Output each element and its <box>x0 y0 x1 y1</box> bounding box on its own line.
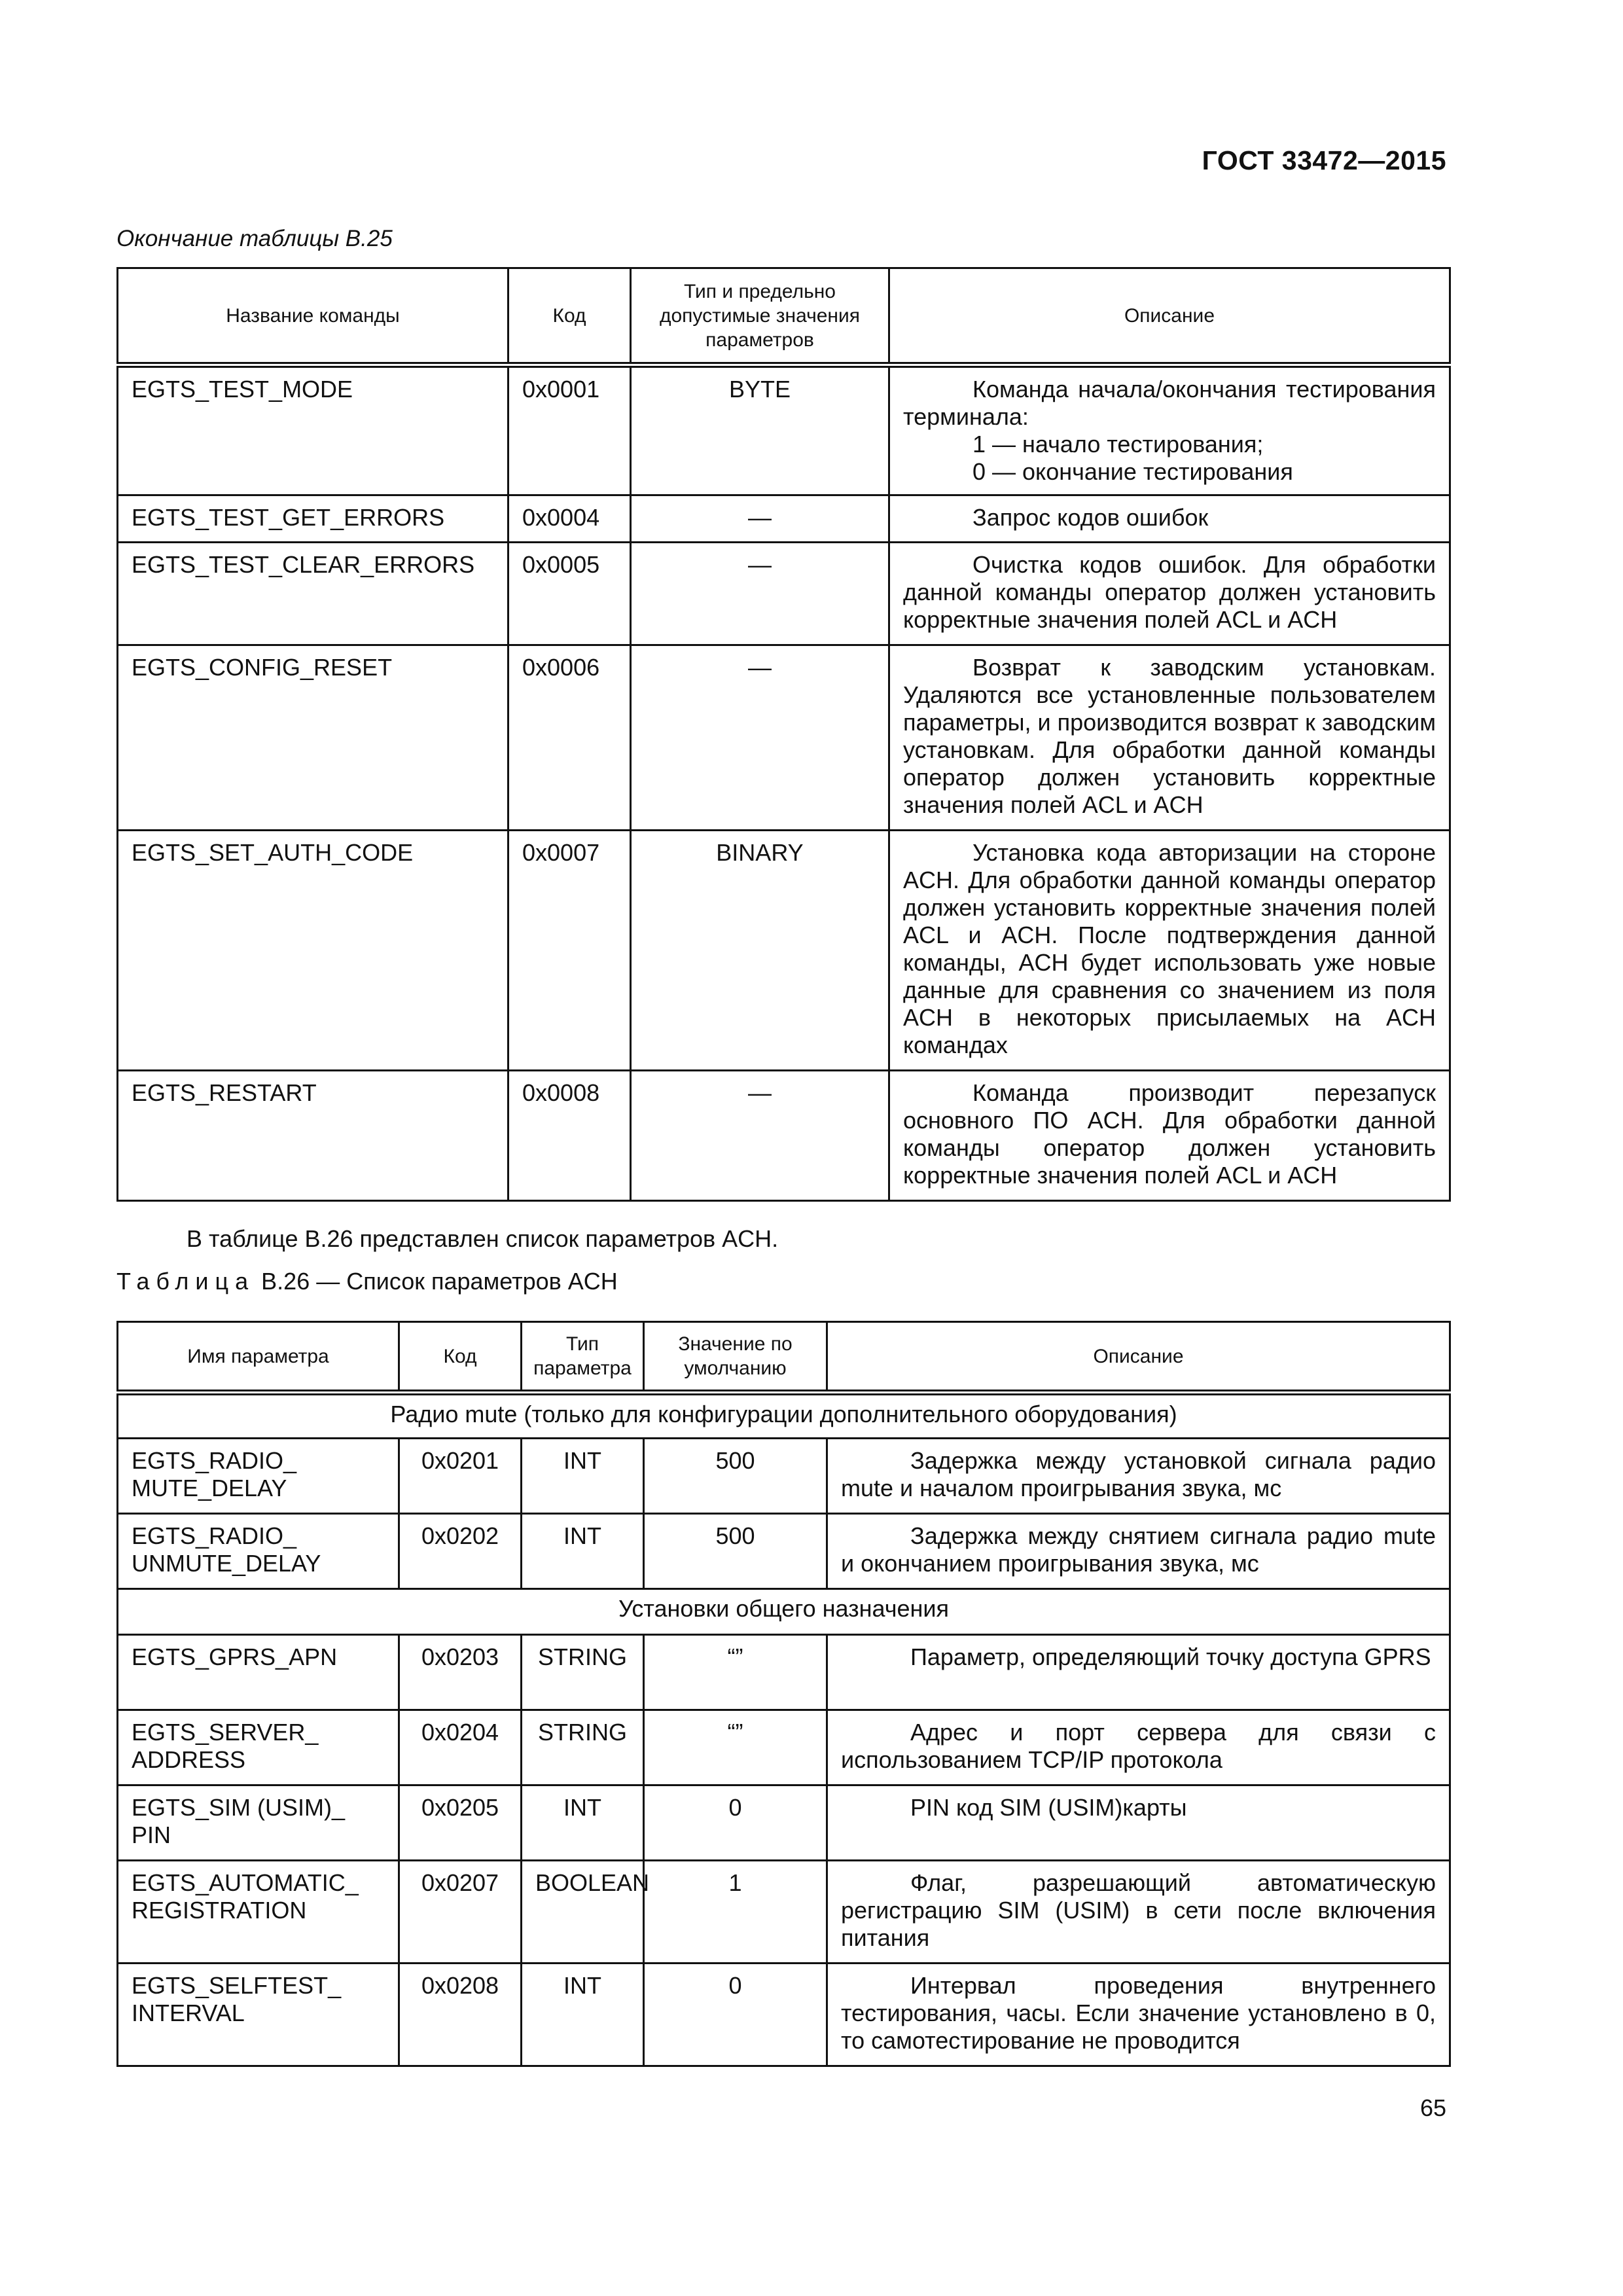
description-item: 0 — окончание тестирования <box>972 458 1293 485</box>
param-description: Интервал проведения внутреннего тестирования, часы. Если значение установлено в 0, то самотестирование не проводится <box>827 1964 1450 2066</box>
param-type: STRING <box>522 1635 644 1710</box>
param-default: “” <box>644 1635 827 1710</box>
param-code: 0x0205 <box>399 1785 522 1861</box>
command-name: EGTS_TEST_MODE <box>118 365 508 495</box>
param-description: Флаг, разрешающий автоматическую регистрацию SIM (USIM) в сети после включения питания <box>827 1861 1450 1964</box>
column-header: Тип и предельно допустимые значения параметров <box>631 268 889 365</box>
command-name: EGTS_SET_AUTH_CODE <box>118 831 508 1071</box>
table-row <box>118 1861 1450 1964</box>
param-default: 500 <box>644 1439 827 1514</box>
param-code: 0x0207 <box>399 1861 522 1964</box>
table-row <box>118 1635 1450 1710</box>
param-description: Задержка между установкой сигнала радио mute и началом проигрывания звука, мс <box>827 1439 1450 1514</box>
group-title: Радио mute (только для конфигурации дополнительного оборудования) <box>118 1393 1450 1439</box>
param-type: INT <box>522 1964 644 2066</box>
command-code: 0x0008 <box>508 1071 631 1201</box>
command-description <box>889 365 1450 495</box>
table-title <box>116 1268 618 1295</box>
command-name: EGTS_TEST_GET_ERRORS <box>118 495 508 543</box>
table-header-row <box>118 1322 1450 1393</box>
column-header: Описание <box>827 1322 1450 1393</box>
command-code: 0x0007 <box>508 831 631 1071</box>
command-type: — <box>631 645 889 831</box>
param-default: “” <box>644 1710 827 1785</box>
column-header: Код <box>508 268 631 365</box>
param-default: 500 <box>644 1514 827 1589</box>
param-name: EGTS_RADIO_ MUTE_DELAY <box>118 1439 399 1514</box>
param-default: 1 <box>644 1861 827 1964</box>
intro-paragraph: В таблице В.26 представлен список параметров ACH. <box>187 1225 779 1252</box>
command-code: 0x0004 <box>508 495 631 543</box>
command-description: Установка кода авторизации на стороне ACH. Для обработки данной команды оператор должен установить корректные значения полей ACL и ACH. После подтверждения данной команды, ACH будет использовать уже новые данные для сравнения со значением из поля ACH в некоторых присылаемых на ACH командах <box>889 831 1450 1071</box>
table-row <box>118 1964 1450 2066</box>
param-type: INT <box>522 1439 644 1514</box>
param-default: 0 <box>644 1785 827 1861</box>
column-header: Тип параметра <box>522 1322 644 1393</box>
command-name: EGTS_RESTART <box>118 1071 508 1201</box>
param-type: BOOLEAN <box>522 1861 644 1964</box>
column-header: Название команды <box>118 268 508 365</box>
param-name: EGTS_AUTOMATIC_ REGISTRATION <box>118 1861 399 1964</box>
command-name: EGTS_TEST_CLEAR_ERRORS <box>118 543 508 645</box>
table-row <box>118 1514 1450 1589</box>
command-description: Возврат к заводским установкам. Удаляются все установленные пользователем параметры, и производится возврат к заводским установкам. Для обработки данной команды оператор должен установить корректные значения полей ACL и ACH <box>889 645 1450 831</box>
column-header: Значение по умолчанию <box>644 1322 827 1393</box>
command-description: Команда производит перезапуск основного ПО ACH. Для обработки данной команды оператор должен установить корректные значения полей ACL и ACH <box>889 1071 1450 1201</box>
table-title-label: Таблица <box>116 1268 255 1295</box>
table-row <box>118 831 1450 1071</box>
param-code: 0x0202 <box>399 1514 522 1589</box>
column-header: Описание <box>889 268 1450 365</box>
param-type: STRING <box>522 1710 644 1785</box>
table-row <box>118 1710 1450 1785</box>
param-name: EGTS_SELFTEST_ INTERVAL <box>118 1964 399 2066</box>
table-row <box>118 543 1450 645</box>
command-code: 0x0005 <box>508 543 631 645</box>
param-default: 0 <box>644 1964 827 2066</box>
column-header: Код <box>399 1322 522 1393</box>
command-code: 0x0006 <box>508 645 631 831</box>
commands-table <box>116 267 1451 1202</box>
group-title: Установки общего назначения <box>118 1589 1450 1635</box>
table-row <box>118 645 1450 831</box>
column-header: Имя параметра <box>118 1322 399 1393</box>
command-name: EGTS_CONFIG_RESET <box>118 645 508 831</box>
table-continuation-caption: Окончание таблицы В.25 <box>116 226 393 251</box>
table-row <box>118 495 1450 543</box>
param-code: 0x0201 <box>399 1439 522 1514</box>
table-row <box>118 1439 1450 1514</box>
param-type: INT <box>522 1785 644 1861</box>
standard-designation: ГОСТ 33472—2015 <box>1202 145 1446 175</box>
param-name: EGTS_RADIO_ UNMUTE_DELAY <box>118 1514 399 1589</box>
param-code: 0x0208 <box>399 1964 522 2066</box>
page-number: 65 <box>1419 2094 1446 2121</box>
command-type: — <box>631 495 889 543</box>
command-type: — <box>631 543 889 645</box>
param-description: Параметр, определяющий точку доступа GPRS <box>827 1635 1450 1710</box>
description-item: 1 — начало тестирования; <box>972 431 1264 457</box>
param-type: INT <box>522 1514 644 1589</box>
group-row <box>118 1393 1450 1439</box>
table-row <box>118 365 1450 495</box>
group-row <box>118 1589 1450 1635</box>
table-row <box>118 1071 1450 1201</box>
command-code: 0x0001 <box>508 365 631 495</box>
param-name: EGTS_SIM (USIM)_ PIN <box>118 1785 399 1861</box>
command-type: BINARY <box>631 831 889 1071</box>
param-code: 0x0203 <box>399 1635 522 1710</box>
param-description: Адрес и порт сервера для связи с использованием TCP/IP протокола <box>827 1710 1450 1785</box>
parameters-table <box>116 1321 1451 2067</box>
param-name: EGTS_SERVER_ ADDRESS <box>118 1710 399 1785</box>
command-description: Запрос кодов ошибок <box>889 495 1450 543</box>
description-text: Команда начала/окончания тестирования терминала: <box>903 376 1436 430</box>
param-code: 0x0204 <box>399 1710 522 1785</box>
param-description: Задержка между снятием сигнала радио mute и окончанием проигрывания звука, мс <box>827 1514 1450 1589</box>
table-title-text: В.26 — Список параметров ACH <box>255 1268 618 1295</box>
table-header-row <box>118 268 1450 365</box>
command-description: Очистка кодов ошибок. Для обработки данной команды оператор должен установить корректные значения полей ACL и ACH <box>889 543 1450 645</box>
table-row <box>118 1785 1450 1861</box>
command-type: — <box>631 1071 889 1201</box>
param-description: PIN код SIM (USIM)карты <box>827 1785 1450 1861</box>
command-type: BYTE <box>631 365 889 495</box>
param-name: EGTS_GPRS_APN <box>118 1635 399 1710</box>
